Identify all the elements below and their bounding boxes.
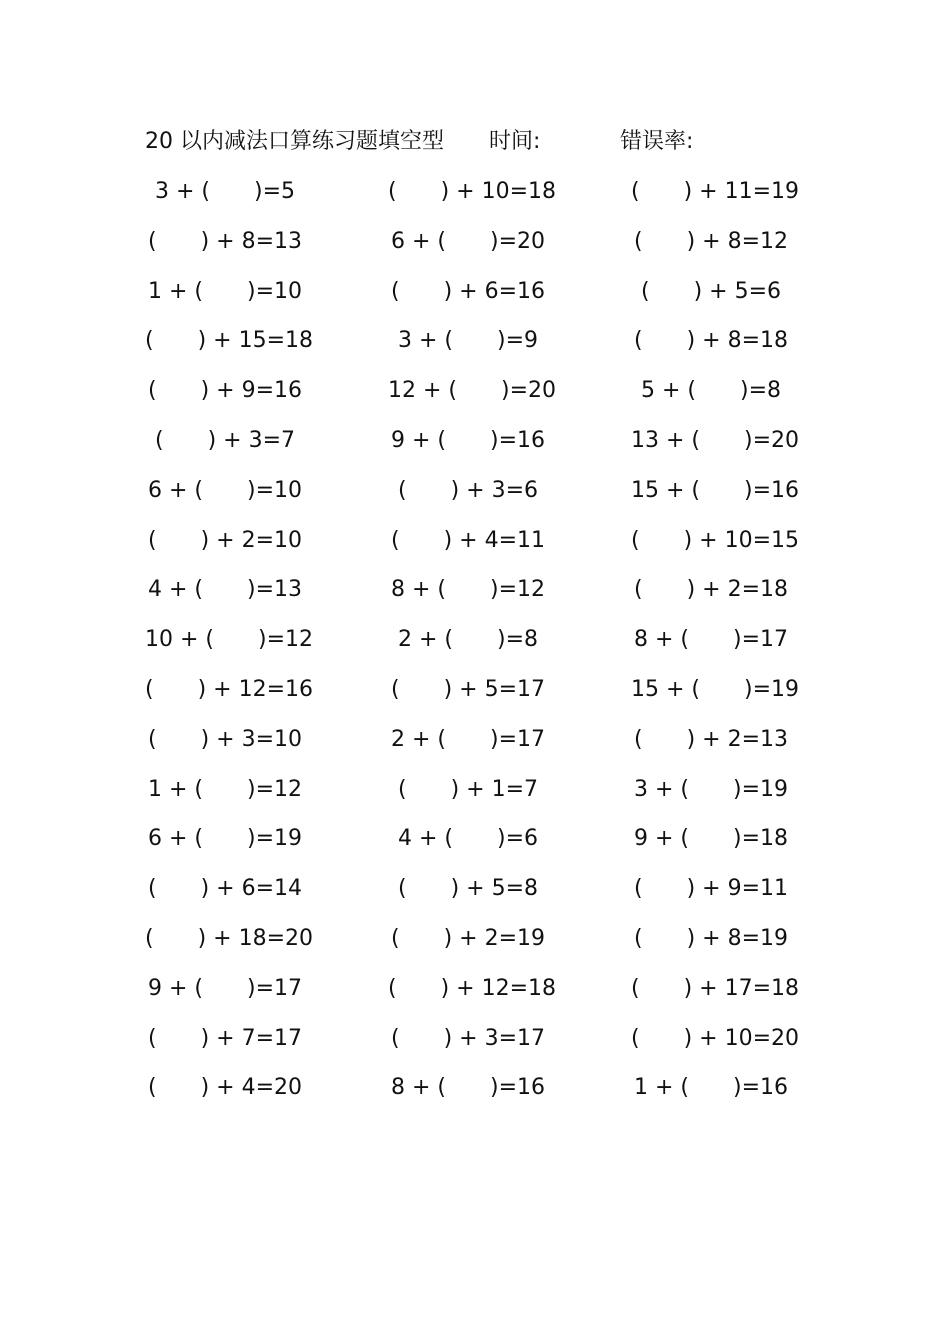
problem-item: 3 + ( )=5 (154, 179, 295, 204)
problem-item: ( ) + 9=16 (147, 378, 302, 404)
problem-item: 2 + ( )=17 (390, 726, 545, 752)
problem-item: ( ) + 11=19 (631, 179, 800, 204)
problem-row (0, 524, 950, 574)
problem-item: 15 + ( )=19 (631, 676, 800, 702)
problem-item: 8 + ( )=16 (390, 1075, 545, 1101)
problem-row (0, 275, 950, 325)
problem-item: 8 + ( )=12 (390, 577, 545, 603)
problem-row (0, 573, 950, 623)
problem-item: ( ) + 2=13 (633, 726, 788, 752)
problem-item: 12 + ( )=20 (388, 378, 557, 404)
problem-item: 6 + ( )=19 (147, 826, 302, 852)
problem-item: ( ) + 6=14 (147, 876, 302, 902)
problem-row (0, 773, 950, 823)
problem-item: 6 + ( )=20 (390, 228, 545, 254)
problem-item: 6 + ( )=10 (147, 477, 302, 503)
problem-row (0, 972, 950, 1022)
problem-item: ( ) + 8=13 (147, 228, 302, 254)
problem-item: ( ) + 5=6 (640, 278, 781, 304)
problem-item: 9 + ( )=17 (147, 975, 302, 1001)
problem-item: ( ) + 4=20 (147, 1075, 302, 1101)
problem-item: ( ) + 7=17 (147, 1025, 302, 1051)
problem-row (0, 374, 950, 424)
problem-item: ( ) + 1=7 (397, 776, 538, 802)
problem-row (0, 822, 950, 872)
problem-item: ( ) + 3=6 (397, 477, 538, 503)
problem-item: 9 + ( )=18 (633, 826, 788, 852)
problem-row (0, 474, 950, 524)
time-label: 时间: (489, 129, 541, 154)
problem-item: ( ) + 9=11 (633, 876, 788, 902)
problem-item: 2 + ( )=8 (397, 627, 538, 653)
problem-row (0, 673, 950, 723)
problem-item: ( ) + 8=12 (633, 228, 788, 254)
problem-item: 9 + ( )=16 (390, 427, 545, 453)
problem-item: ( ) + 2=10 (147, 527, 302, 553)
problem-item: ( ) + 18=20 (145, 925, 314, 951)
problem-item: 5 + ( )=8 (640, 378, 781, 404)
problem-item: 8 + ( )=17 (633, 627, 788, 653)
problem-item: 4 + ( )=13 (147, 577, 302, 603)
problem-row (0, 324, 950, 374)
problem-item: ( ) + 8=19 (633, 925, 788, 951)
problem-item: ( ) + 5=8 (397, 876, 538, 902)
problem-item: ( ) + 2=18 (633, 577, 788, 603)
problem-item: ( ) + 3=17 (390, 1025, 545, 1051)
problem-item: ( ) + 2=19 (390, 925, 545, 951)
problem-item: 10 + ( )=12 (145, 627, 314, 653)
problem-item: ( ) + 10=18 (388, 179, 557, 204)
problem-row (0, 424, 950, 474)
problem-item: ( ) + 10=15 (631, 527, 800, 553)
error-rate-label: 错误率: (620, 129, 694, 154)
problem-item: 4 + ( )=6 (397, 826, 538, 852)
problem-item: 1 + ( )=16 (633, 1075, 788, 1101)
problem-item: ( ) + 4=11 (390, 527, 545, 553)
problem-item: 1 + ( )=12 (147, 776, 302, 802)
problem-item: 15 + ( )=16 (631, 477, 800, 503)
problem-item: ( ) + 3=10 (147, 726, 302, 752)
problem-item: ( ) + 10=20 (631, 1025, 800, 1051)
problem-item: ( ) + 3=7 (154, 427, 295, 453)
problem-item: 3 + ( )=9 (397, 328, 538, 354)
problem-row (0, 1071, 950, 1121)
worksheet-title: 20 以内减法口算练习题填空型 (145, 129, 444, 154)
problem-item: ( ) + 6=16 (390, 278, 545, 304)
problem-row (0, 1022, 950, 1072)
problem-row (0, 922, 950, 972)
problem-item: 3 + ( )=19 (633, 776, 788, 802)
problem-grid (0, 175, 950, 1121)
problem-row (0, 872, 950, 922)
problem-item: 1 + ( )=10 (147, 278, 302, 304)
problem-item: 13 + ( )=20 (631, 427, 800, 453)
problem-item: ( ) + 12=18 (388, 975, 557, 1001)
problem-item: ( ) + 12=16 (145, 676, 314, 702)
problem-item: ( ) + 8=18 (633, 328, 788, 354)
problem-row (0, 623, 950, 673)
problem-row (0, 225, 950, 275)
problem-row (0, 175, 950, 225)
problem-item: ( ) + 15=18 (145, 328, 314, 354)
problem-item: ( ) + 5=17 (390, 676, 545, 702)
problem-item: ( ) + 17=18 (631, 975, 800, 1001)
problem-row (0, 723, 950, 773)
